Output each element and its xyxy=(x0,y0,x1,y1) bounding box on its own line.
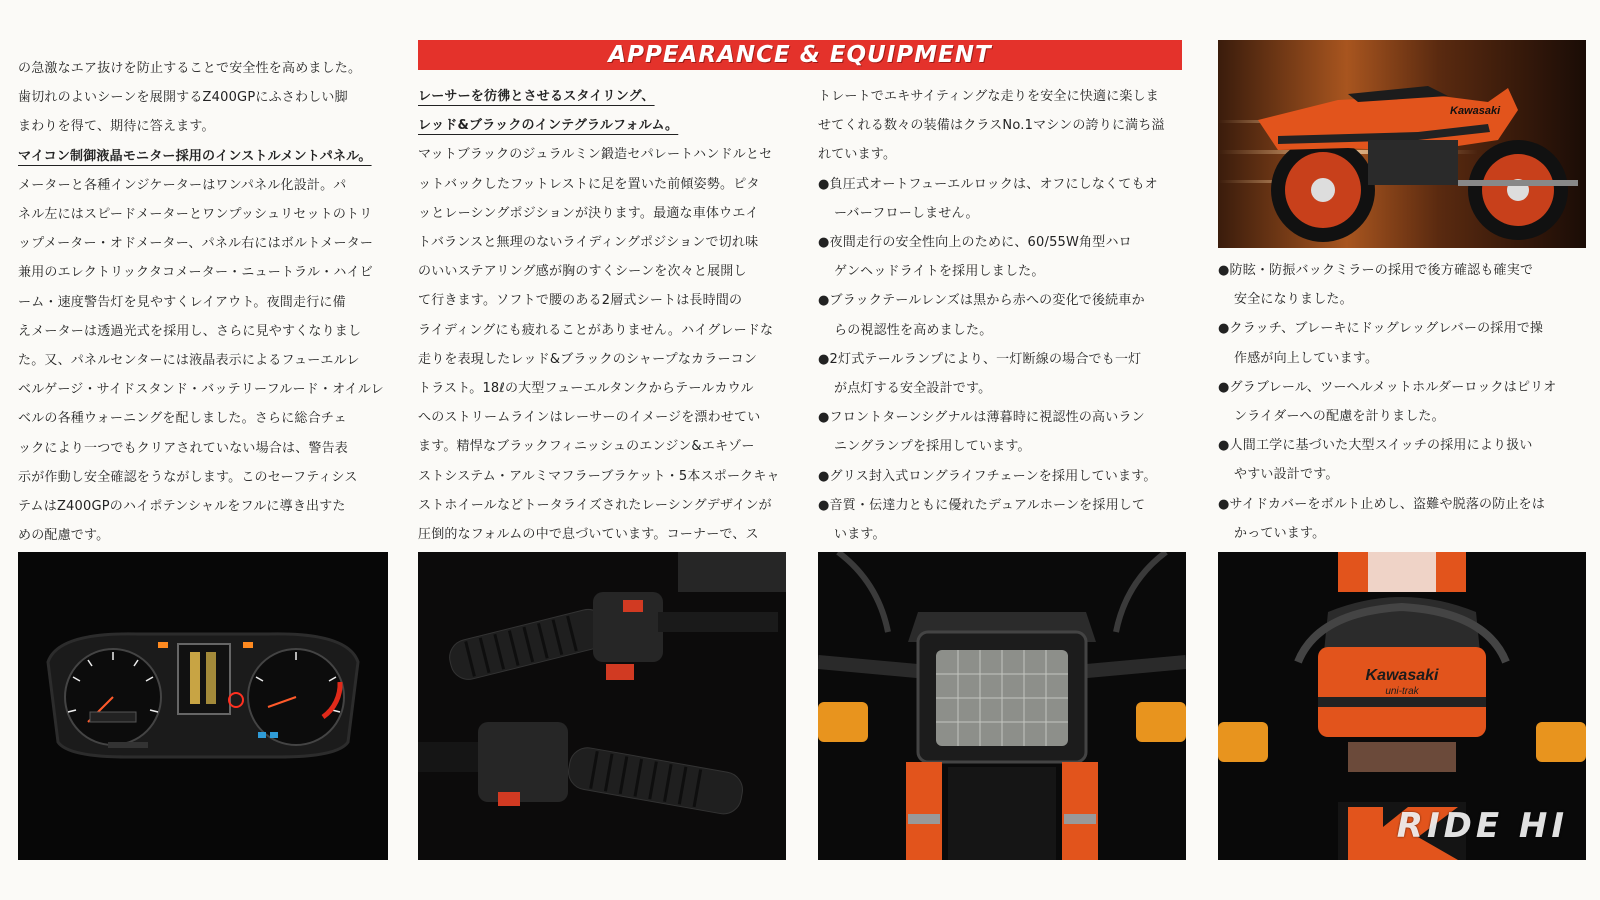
equipment-list-item xyxy=(818,462,1190,491)
instrument-panel-text-line: 兼用のエレクトリックタコメーター・ニュートラル・ハイビ xyxy=(18,265,373,281)
equipment-list-item-line: ●音質・伝達力ともに優れたデュアルホーンを採用して xyxy=(818,497,1146,513)
column-1 xyxy=(18,54,388,550)
equipment-list-item-line: ●サイドカバーをボルト止めし、盗難や脱落の防止をは xyxy=(1218,496,1546,512)
equipment-list-item xyxy=(1218,256,1586,314)
styling-text-line: へのストリームラインはレーサーのイメージを漂わせてい xyxy=(418,410,761,426)
intro-text-line: 歯切れのよいシーンを展開するZ400GPにふさわしい脚 xyxy=(18,90,348,106)
equipment-list-item-line: かっています。 xyxy=(1234,525,1326,541)
styling-text-line: ストホイールなどトータライズされたレーシングデザインが xyxy=(418,497,772,513)
instrument-panel-text-line: ネル左にはスピードメーターとワンプッシュリセットのトリ xyxy=(18,207,373,223)
equipment-list-item-line: やすい設計です。 xyxy=(1234,467,1339,483)
styling-text-line: 走りを表現したレッド&ブラックのシャープなカラーコン xyxy=(418,351,758,367)
intro-text-line: まわりを得て、期待に答えます。 xyxy=(18,119,215,135)
equipment-list-item-line: ーバーフローしません。 xyxy=(834,205,979,221)
equipment-list-item-line: ゲンヘッドライトを採用しました。 xyxy=(834,264,1045,280)
instrument-panel-text-line: メーターと各種インジケーターはワンパネル化設計。パ xyxy=(18,177,347,193)
tail-brand-text: Kawasaki xyxy=(1365,667,1439,684)
equipment-list-item xyxy=(1218,373,1586,431)
tank-brand-text: Kawasaki xyxy=(1450,105,1501,117)
styling-text-line: トバランスと無理のないライディングポジションで切れ味 xyxy=(418,235,759,251)
equipment-list-item-line: 作感が向上しています。 xyxy=(1234,350,1379,366)
equipment-list-item xyxy=(818,345,1190,403)
column-2 xyxy=(418,82,790,549)
equipment-list-item-line: ●グリス封入式ロングライフチェーンを採用しています。 xyxy=(818,468,1157,484)
styling-text-line: ストシステム・アルミマフラーブラケット・5本スポークキャ xyxy=(418,468,780,484)
column-3 xyxy=(818,82,1190,549)
styling-text-line: ッとレーシングポジションが決ります。最適な車体ウエイ xyxy=(418,205,759,221)
equipment-list-item xyxy=(818,286,1190,344)
styling-heading-line-2: レッド&ブラックのインテグラルフォルム。 xyxy=(418,118,679,134)
instrument-panel-heading: マイコン制御液晶モニター採用のインストルメントパネル。 xyxy=(18,148,372,164)
equipment-list-item xyxy=(818,228,1190,286)
equipment-intro-text-line: トレートでエキサイティングな走りを安全に快適に楽しま xyxy=(818,89,1159,104)
equipment-list-item-line: ●フロントターンシグナルは薄暮時に視認性の高いラン xyxy=(818,410,1145,426)
equipment-list-item-line: らの視認性を高めました。 xyxy=(834,322,993,338)
equipment-list-item-line: ●ブラックテールレンズは黒から赤への変化で後続車か xyxy=(818,293,1145,309)
equipment-list-2 xyxy=(1218,256,1586,548)
equipment-list-item-line: ●夜間走行の安全性向上のために、60/55W角型ハロ xyxy=(818,235,1132,251)
styling-text-line: マットブラックのジュラルミン鍛造セパレートハンドルとセ xyxy=(418,147,773,163)
equipment-list-item-line: ●2灯式テールランプにより、一灯断線の場合でも一灯 xyxy=(818,351,1142,367)
equipment-list-item xyxy=(818,491,1190,549)
instrument-panel-text-line: めの配慮です。 xyxy=(18,528,110,544)
styling-text-line: トラスト。18ℓの大型フューエルタンクからテールカウル xyxy=(418,381,754,397)
tail-sub-text: uni-trak xyxy=(1385,686,1419,697)
equipment-list-item-line: ニングランプを採用しています。 xyxy=(834,439,1031,455)
equipment-list-item-line: います。 xyxy=(834,527,886,543)
handlebar-switch-photo xyxy=(418,552,786,860)
equipment-list xyxy=(818,170,1190,550)
styling-text-line: ットバックしたフットレストに足を置いた前傾姿勢。ピタ xyxy=(418,176,760,192)
equipment-intro-text xyxy=(818,82,1190,170)
equipment-list-item-line: 安全になりました。 xyxy=(1234,292,1353,308)
instrument-panel-text-line: ップメーター・オドメーター、パネル右にはボルトメーター xyxy=(18,236,374,252)
equipment-intro-text-line: せてくれる数々の装備はクラスNo.1マシンの誇りに満ち溢 xyxy=(818,118,1165,134)
equipment-list-item-line: ンライダーへの配慮を計りました。 xyxy=(1234,409,1445,425)
styling-text xyxy=(418,140,790,549)
instrument-panel-text-line: ーム・速度警告灯を見やすくレイアウト。夜間走行に備 xyxy=(18,294,346,310)
equipment-list-item-line: ●グラブレール、ツーヘルメットホルダーロックはピリオ xyxy=(1218,379,1557,395)
instrument-panel-text-line: テムはZ400GPのハイポテンシャルをフルに導き出すた xyxy=(18,499,346,515)
equipment-list-item-line: ●クラッチ、ブレーキにドッグレッグレバーの採用で操 xyxy=(1218,321,1544,337)
equipment-list-item-line: ●人間工学に基づいた大型スイッチの採用により扱い xyxy=(1218,438,1533,454)
styling-text-line: のいいステアリング感が胸のすくシーンを次々と展開し xyxy=(418,264,747,280)
instrument-panel-text-line: ックにより一つでもクリアされていない場合は、警告表 xyxy=(18,440,349,456)
instrument-panel-text-line: ベルゲージ・サイドスタンド・バッテリーフルード・オイルレ xyxy=(18,382,384,398)
equipment-list-item xyxy=(1218,490,1586,548)
instrument-panel-text-line: ベルの各種ウォーニングを配しました。さらに総合チェ xyxy=(18,411,347,427)
equipment-list-item-line: ●負圧式オートフューエルロックは、オフにしなくてもオ xyxy=(818,176,1158,192)
styling-text-line: て行きます。ソフトで腰のある2層式シートは長時間の xyxy=(418,293,743,309)
tail-photo xyxy=(1218,552,1586,860)
instrument-panel-text-line: 示が作動し安全確認をうながします。このセーフティシス xyxy=(18,469,358,485)
equipment-list-item xyxy=(1218,314,1586,372)
instrument-panel-photo xyxy=(18,552,388,860)
equipment-list-item xyxy=(1218,431,1586,489)
equipment-list-item xyxy=(818,403,1190,461)
instrument-panel-text-line: た。又、パネルセンターには液晶表示によるフューエルレ xyxy=(18,353,360,369)
instrument-panel-text-line: えメーターは透過光式を採用し、さらに見やすくなりまし xyxy=(18,323,362,339)
styling-text-line: 圧倒的なフォルムの中で息づいています。コーナーで、ス xyxy=(418,527,759,543)
intro-text xyxy=(18,54,388,142)
styling-text-line: ます。精悍なブラックフィニッシュのエンジン&エキゾー xyxy=(418,439,755,455)
section-banner: APPEARANCE & EQUIPMENT xyxy=(418,40,1182,70)
styling-heading-line-1: レーサーを彷彿とさせるスタイリング、 xyxy=(418,89,655,104)
equipment-list-item-line: ●防眩・防振バックミラーの採用で後方確認も確実で xyxy=(1218,263,1534,278)
headlight-photo xyxy=(818,552,1186,860)
motorcycle-photo xyxy=(1218,40,1586,248)
intro-text-line: の急激なエア抜けを防止することで安全性を高めました。 xyxy=(18,61,362,76)
equipment-list-item xyxy=(818,170,1190,228)
column-4 xyxy=(1218,256,1586,548)
styling-text-line: ライディングにも疲れることがありません。ハイグレードな xyxy=(418,322,774,338)
equipment-list-item-line: が点灯する安全設計です。 xyxy=(834,381,992,397)
instrument-panel-text xyxy=(18,171,388,551)
equipment-intro-text-line: れています。 xyxy=(818,147,897,163)
watermark: RIDE HI xyxy=(1396,806,1568,846)
